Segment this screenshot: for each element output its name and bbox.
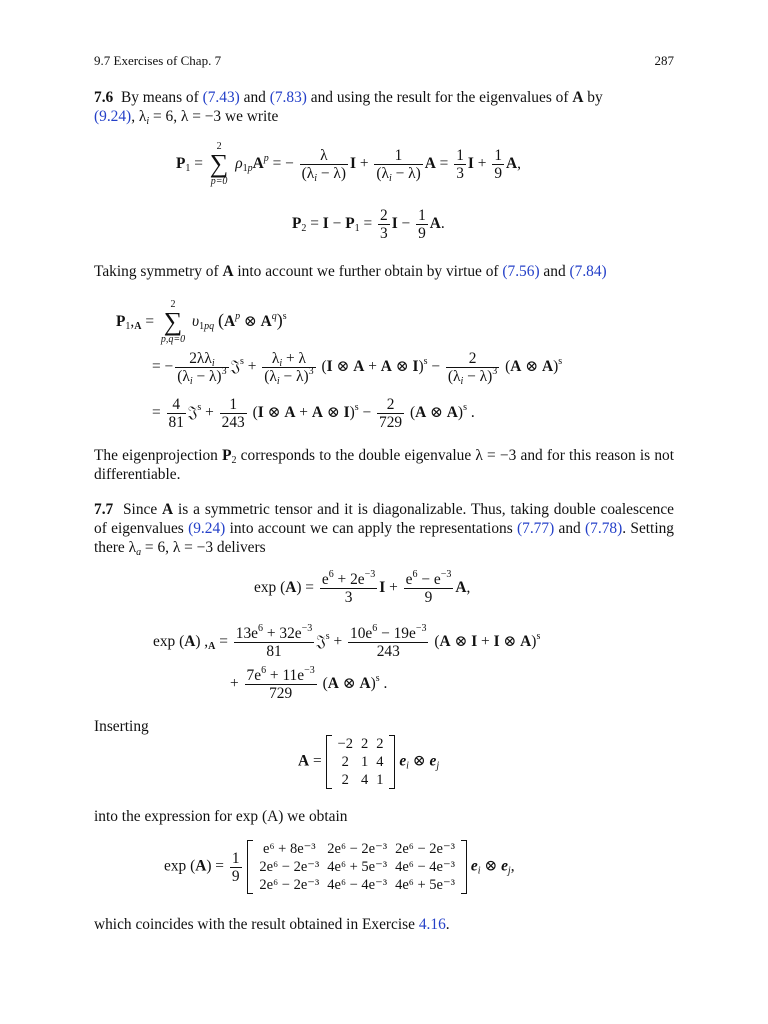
text: = 6, λ = −3 we write [149,108,279,125]
equation-p1-derivative-line1: $P_1,_A$ = 2 ∑ p,q=0 $\upsilon_{1pq}$ ($A^p$ ⊗ $A^q)^s$ [116,299,287,345]
final-paragraph [94,915,674,934]
matrix-cell: 4e⁶ + 5e⁻³ [327,859,388,875]
equation-matrix-a: A = −2 2 2 2 1 4 2 4 1 $e_i$ ⊗ $e_j$ [298,736,440,788]
exercise-7-6-intro: 7.6 By means of (7.43) and (7.83) and using the result for the eigenvalues of A by (9.24), $\lambda_i = 6$, λ = −3 we write [94,89,603,127]
text: , λ [131,108,147,125]
text: By means of [120,89,203,106]
text: into the expression for exp (A) we obtain [94,808,348,825]
matrix-cell: 2e⁶ − 2e⁻³ [259,877,320,893]
equation-link[interactable]: (7.84) [569,263,607,280]
equation-link[interactable]: (7.83) [269,89,307,106]
matrix-cell: 4 [360,772,369,788]
running-header [94,53,674,69]
text: Since [122,501,163,518]
equation-link[interactable]: (7.78) [585,520,623,537]
text: = 6, λ = −3 delivers [141,539,266,556]
equation-link[interactable]: (7.77) [517,520,555,537]
equation-link[interactable]: (7.56) [502,263,540,280]
text: is a symmetric tensor and it is diagonalizable. Thus, taking double coalescence of eigenvalues [94,501,674,537]
equation-p1: $P_1$ = 2 ∑ p=0 $\rho_{1p}A^p$ = − $\frac{\lambda}{(\lambda_i - \lambda)}$ I + $\frac{1}{(\lambda_i - \lambda)}$ A = $\frac{1}{3}$ I + $\frac{1}{9}$ A, [176,141,521,187]
equation-exp-derivative-line2: + $\frac{7e^6 + 11e^{-3}}{729}$ (A ⊗ A)$^s$ . [230,665,388,702]
eigenprojection-paragraph: The eigenprojection $P_2$ corresponds to the double eigenvalue λ = −3 and for this reason is not differentiable. [94,447,674,483]
matrix-cell: e⁶ + 8e⁻³ [263,841,316,857]
matrix-cell: 4e⁶ − 4e⁻³ [395,859,455,875]
equation-exp-matrix: exp (A) = $\frac{1}{9}$ e⁶ + 8e⁻³ 2e⁶ − 2e⁻³ 2e⁶ − 2e⁻³ 2e⁶ − 2e⁻³ 4e⁶ + 5e⁻³ 4e⁶ − 4e⁻³ 2e⁶ − 2e⁻³ 4e⁶ − 4e⁻³ 4e⁶ + 5e⁻³ $e_i$ ⊗ $e_j$, [164,841,515,893]
section-title: 9.7 Exercises of Chap. 7 [94,53,222,68]
equation-link[interactable]: (9.24) [94,108,132,125]
exercise-number: 7.6 [94,89,114,106]
exercise-link[interactable]: 4.16 [418,916,446,933]
text: and [554,520,586,537]
text: and [239,89,270,106]
matrix-cell: 2e⁶ − 2e⁻³ [395,841,455,857]
equation-exp-a: exp (A) = $\frac{e^6 + 2e^{-3}}{3}$ I + $\frac{e^6 - e^{-3}}{9}$ A, [254,569,471,606]
text: corresponds to the double eigenvalue λ = −3 and for this reason is not differentiable. [94,447,674,483]
matrix-cell: 2e⁶ − 2e⁻³ [259,859,320,875]
matrix-cell: 2 [376,736,384,752]
text: into account we can apply the representations [225,520,518,537]
text: Inserting [94,718,149,735]
matrix-cell: 1 [376,772,384,788]
exercise-number: 7.7 [94,501,114,518]
matrix-cell: 2 [341,754,349,770]
matrix-cell: 2 [341,772,349,788]
text: which coincides with the result obtained in Exercise [94,916,419,933]
equation-exp-derivative-line1: exp (A) $,_A$ = $\frac{13e^6 + 32e^{-3}}{81}$ 𝔍$^s$ + $\frac{10e^6 - 19e^{-3}}{243}$ (A ⊗ I + I ⊗ A)$^s$ [153,623,541,660]
equation-p2: $P_2 = I - P_1$ = $\frac{2}{3}$ I − $\frac{1}{9}$ A. [292,207,445,242]
matrix-cell: 4e⁶ + 5e⁻³ [395,877,455,893]
text: and [539,263,570,280]
matrix-cell: −2 [337,736,353,752]
text: The eigenprojection [94,447,223,464]
equation-link[interactable]: (7.43) [202,89,240,106]
matrix-cell: 4e⁶ − 4e⁻³ [327,877,388,893]
equation-p1-derivative-line2: = − $\frac{2\lambda\lambda_i}{(\lambda_i - \lambda)^3}$ 𝔍$^s$ + $\frac{\lambda_i + \lambda}{(\lambda_i - \lambda)^3}$ (I ⊗ A + A ⊗ I)$^s$ − $\frac{2}{(\lambda_i - \lambda)^3}$ (A ⊗ A)$^s$ [152,350,563,387]
equation-p1-derivative-line3: = $\frac{4}{81}$ 𝔍$^s$ + $\frac{1}{243}$ (I ⊗ A + A ⊗ I)$^s$ − $\frac{2}{729}$ (A ⊗ A)$^s$ . [152,396,475,431]
text: and using the result for the eigenvalues of [306,89,573,106]
page-number: 287 [654,53,674,68]
text: into account we further obtain by virtue of [233,263,503,280]
text: Taking symmetry of [94,263,223,280]
matrix-cell: 4 [376,754,384,770]
matrix-cell: 2e⁶ − 2e⁻³ [327,841,388,857]
matrix-a [326,735,396,789]
into-expression-text [94,807,674,826]
text: by [583,89,603,106]
inserting-label [94,717,674,736]
exercise-7-7-intro: 7.7 Since A is a symmetric tensor and it is diagonalizable. Thus, taking double coalescence of eigenvalues (9.24) into account we can apply the representations (7.77) and (7.78). Setting there $\lambda_a = 6$, λ = −3 delivers [94,501,674,558]
text: . Setting there λ [94,520,674,556]
symmetry-paragraph: Taking symmetry of A into account we further obtain by virtue of (7.56) and (7.84) [94,263,607,280]
text: . [445,916,450,933]
matrix-cell: 1 [360,754,369,770]
equation-link[interactable]: (9.24) [188,520,226,537]
matrix-exp [247,840,467,894]
matrix-cell: 2 [360,736,369,752]
